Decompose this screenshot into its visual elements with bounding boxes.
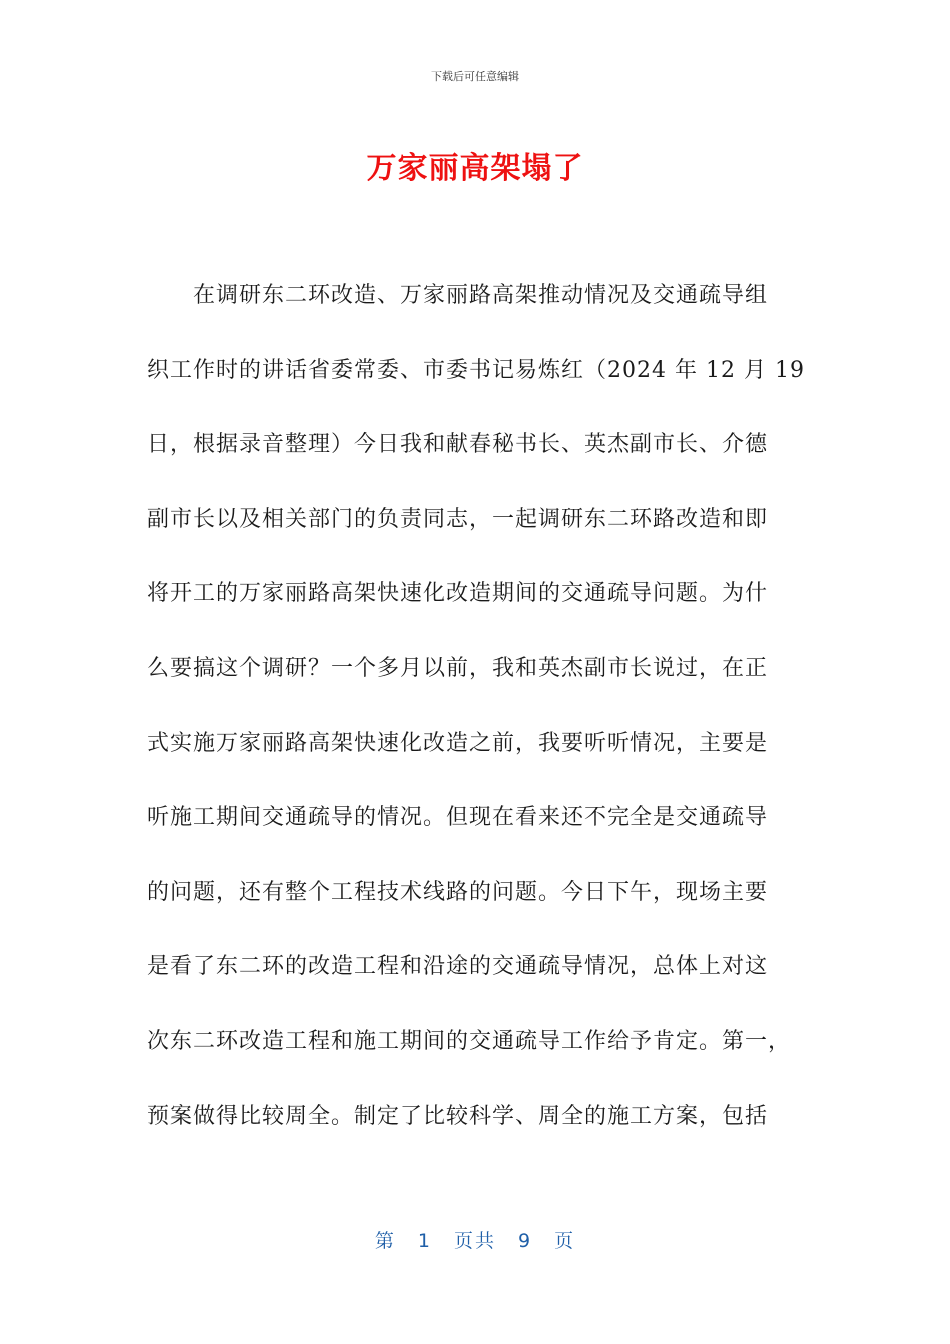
body-line: 么要搞这个调研？一个多月以前，我和英杰副市长说过，在正	[147, 655, 769, 681]
document-title: 万家丽高架塌了	[366, 151, 584, 186]
body-line: 将开工的万家丽路高架快速化改造期间的交通疏导问题。为什	[147, 581, 769, 607]
body-line: 听施工期间交通疏导的情况。但现在看来还不完全是交通疏导	[147, 805, 769, 831]
body-line: 预案做得比较周全。制定了比较科学、周全的施工方案，包括	[147, 1103, 769, 1129]
body-line: 织工作时的讲话省委常委、市委书记易炼红（2024 年 12 月 19	[147, 357, 805, 383]
footer-middle: 页共	[453, 1230, 496, 1252]
body-line: 是看了东二环的改造工程和沿途的交通疏导情况，总体上对这	[147, 954, 769, 980]
body-line: 副市长以及相关部门的负责同志，一起调研东二环路改造和即	[147, 506, 769, 532]
footer-suffix: 页	[554, 1230, 576, 1252]
body-line: 的问题，还有整个工程技术线路的问题。今日下午，现场主要	[147, 879, 769, 905]
body-line: 在调研东二环改造、万家丽路高架推动情况及交通疏导组	[193, 283, 769, 308]
total-pages-number: 9	[518, 1230, 533, 1252]
footer-prefix: 第	[374, 1230, 396, 1252]
body-line: 日，根据录音整理）今日我和献春秘书长、英杰副市长、介德	[147, 432, 769, 458]
page-footer	[0, 1226, 950, 1253]
document-body	[147, 276, 807, 1171]
body-line: 次东二环改造工程和施工期间的交通疏导工作给予肯定。第一，	[147, 1028, 792, 1054]
body-line: 式实施万家丽路高架快速化改造之前，我要听听情况，主要是	[147, 730, 769, 756]
current-page-number: 1	[417, 1230, 432, 1252]
header-note: 下载后可任意编辑	[431, 70, 519, 83]
